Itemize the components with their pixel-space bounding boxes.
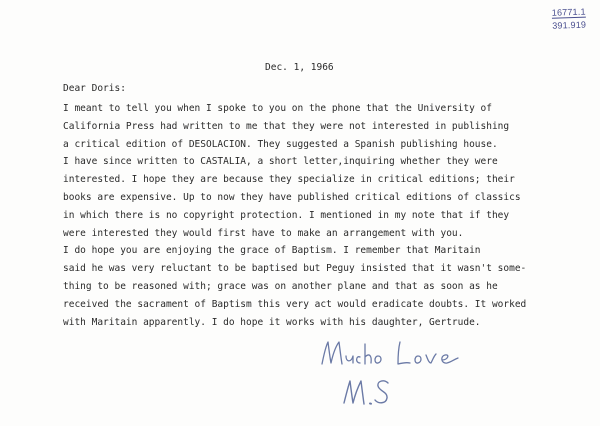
letter-line: with Maritain apparently. I do hope it works with his daughter, Gertrude. [63,316,481,328]
signature-stroke [322,342,381,364]
letter-line: books are expensive. Up to now they have published critical editions of classics [63,191,521,203]
letter-line: I have since written to CASTALIA, a short letter,inquiring whether they were [63,156,498,168]
letter-line: California Press had written to me that they were not interested in publishing [63,120,510,132]
letter-line: received the sacrament of Baptism this very act would eradicate doubts. It worked [63,298,527,310]
letter-date: Dec. 1, 1966 [265,62,334,73]
letter-line: interested. I hope they are because they specialize in critical editions; their [63,174,515,186]
letter-line: I do hope you are enjoying the grace of Baptism. I remember that Maritain [63,245,481,257]
archive-reference-line-1: 16771.1 [551,6,586,18]
signature-stroke [398,342,458,364]
letter-line: a critical edition of DESOLACION. They suggested a Spanish publishing house. [63,138,498,150]
letter-line: thing to be reasoned with; grace was on another plane and that as soon as he [63,280,498,292]
letter-line: in which there is no copyright protection. I mentioned in my note that if they [63,209,510,221]
letter-salutation: Dear Doris: [63,83,126,94]
handwritten-initials-signature [340,373,395,409]
signature-stroke [344,381,364,404]
archive-reference-mark [552,5,597,33]
letter-line: I meant to tell you when I spoke to you on the phone that the University of [63,103,492,114]
letter-line: were interested they would first have to make an arrangement with you. [63,227,464,239]
letter-body [63,100,583,331]
handwritten-closing-signature [318,336,468,370]
signature-stroke [375,381,388,403]
letter-line: said he was very reluctant to be baptised but Peguy insisted that it wasn't some- [63,263,527,275]
archive-reference-line-2: 391.919 [552,19,587,31]
